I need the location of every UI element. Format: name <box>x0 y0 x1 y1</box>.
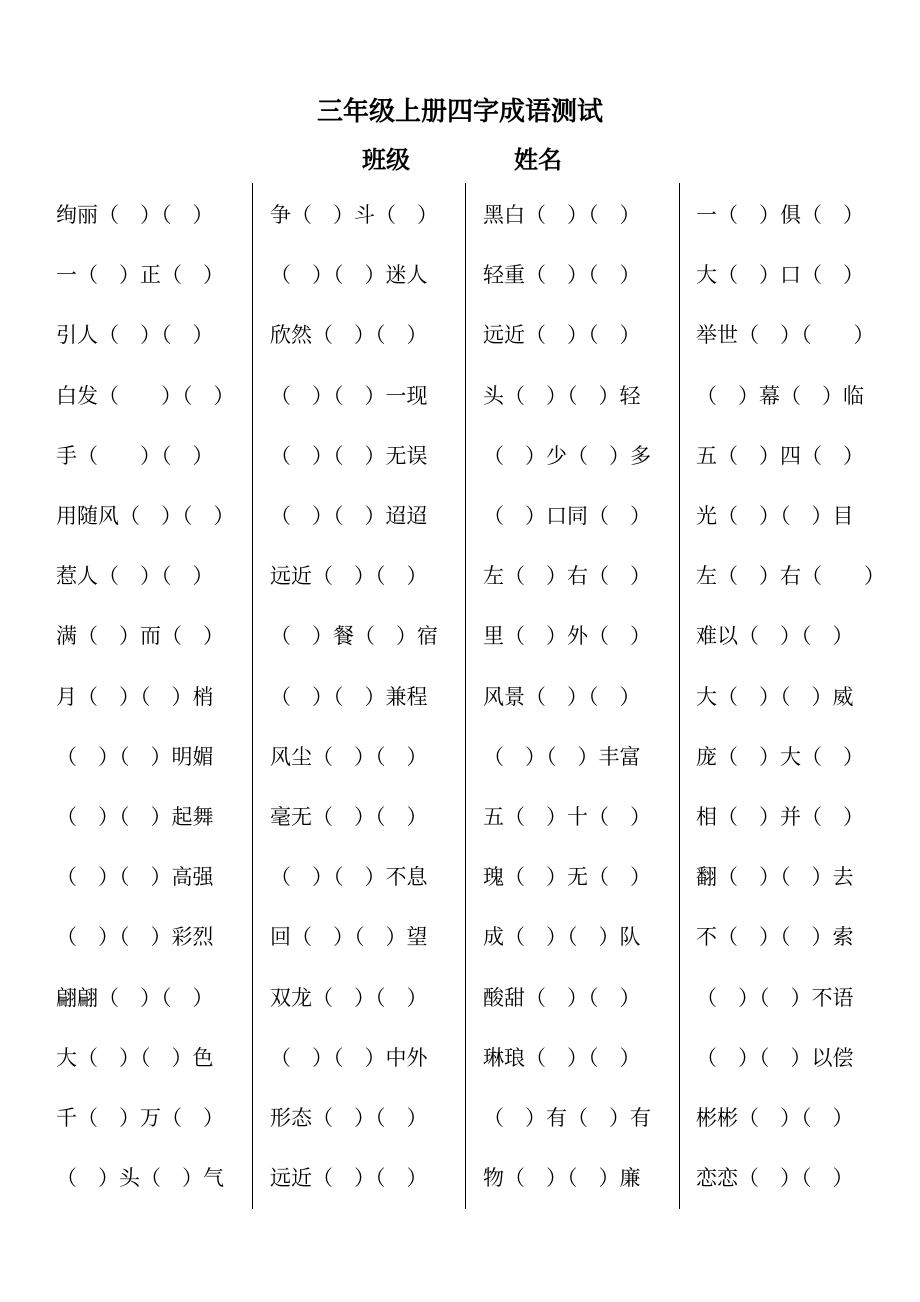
idiom-item: 不（ ）（ ）索 <box>696 925 854 950</box>
idiom-item: 用随风（ ）（ ） <box>56 504 235 528</box>
idiom-item: 翩翩（ ）（ ） <box>56 985 214 1010</box>
idiom-item: 里（ ）外（ ） <box>483 624 651 649</box>
idiom-item: 瑰（ ）无（ ） <box>483 865 651 890</box>
idiom-item: （ ）（ ）不语 <box>696 985 854 1010</box>
page-title: 三年级上册四字成语测试 <box>316 97 603 127</box>
idiom-item: 五（ ）四（ ） <box>696 443 864 468</box>
idiom-item: 远近（ ）（ ） <box>270 1166 428 1191</box>
idiom-column-1 <box>56 183 281 1209</box>
idiom-item: （ ）少（ ）多 <box>483 443 651 468</box>
idiom-item: （ ）餐（ ）宿 <box>270 624 438 649</box>
idiom-item: 头（ ）（ ）轻 <box>483 383 641 408</box>
idiom-item: （ ）口同（ ） <box>483 504 651 528</box>
idiom-item: （ ）（ ）明媚 <box>56 744 214 769</box>
idiom-item: 满（ ）而（ ） <box>56 624 224 649</box>
idiom-item: 轻重（ ）（ ） <box>483 263 641 288</box>
idiom-item: 月（ ）（ ）梢 <box>56 684 214 709</box>
idiom-item: 欣然（ ）（ ） <box>270 323 428 348</box>
idiom-item: （ ）（ ）中外 <box>270 1045 428 1070</box>
idiom-item: （ ）（ ）无误 <box>270 443 428 468</box>
idiom-item: 风尘（ ）（ ） <box>270 744 428 769</box>
idiom-item: 回（ ）（ ）望 <box>270 925 428 950</box>
idiom-item: 琳琅（ ）（ ） <box>483 1045 641 1070</box>
idiom-item: 成（ ）（ ）队 <box>483 925 641 950</box>
idiom-grid <box>0 183 920 1209</box>
idiom-item: （ ）（ ）一现 <box>270 383 428 408</box>
idiom-item: （ ）（ ）迢迢 <box>270 504 428 528</box>
idiom-item: 光（ ）（ ）目 <box>696 504 854 528</box>
idiom-item: 引人（ ）（ ） <box>56 323 214 348</box>
idiom-item: 恋恋（ ）（ ） <box>696 1166 854 1191</box>
idiom-item: 形态（ ）（ ） <box>270 1106 428 1130</box>
idiom-item: 风景（ ）（ ） <box>483 684 641 709</box>
idiom-item: （ ）头（ ）气 <box>56 1166 224 1191</box>
idiom-item: （ ）（ ）不息 <box>270 865 428 890</box>
idiom-item: （ ）幕（ ）临 <box>696 383 864 408</box>
idiom-column-3 <box>483 183 708 1209</box>
idiom-item: 左（ ）右（ ） <box>483 564 651 589</box>
idiom-item: （ ）（ ）迷人 <box>270 263 428 288</box>
idiom-item: （ ）（ ）高强 <box>56 865 214 890</box>
idiom-item: （ ）（ ）丰富 <box>483 744 641 769</box>
idiom-item: 左（ ）右（ ） <box>696 564 885 589</box>
idiom-item: 争（ ）斗（ ） <box>270 203 438 227</box>
idiom-item: （ ）（ ）兼程 <box>270 684 428 709</box>
idiom-item: 手（ ）（ ） <box>56 443 214 468</box>
idiom-item: 白发（ ）（ ） <box>56 383 235 408</box>
idiom-item: 黑白（ ）（ ） <box>483 203 641 227</box>
class-label: 班级 <box>362 146 410 174</box>
idiom-item: （ ）（ ）起舞 <box>56 805 214 829</box>
idiom-item: 双龙（ ）（ ） <box>270 985 428 1010</box>
idiom-column-4 <box>696 183 920 1209</box>
name-label: 姓名 <box>514 146 562 174</box>
idiom-item: 毫无（ ）（ ） <box>270 805 428 829</box>
idiom-item: 五（ ）十（ ） <box>483 805 651 829</box>
idiom-item: 相（ ）并（ ） <box>696 805 864 829</box>
idiom-item: （ ）（ ）彩烈 <box>56 925 214 950</box>
idiom-item: 庞（ ）大（ ） <box>696 744 864 769</box>
idiom-item: 大（ ）（ ）色 <box>56 1045 214 1070</box>
idiom-column-2 <box>270 183 495 1209</box>
idiom-item: 彬彬（ ）（ ） <box>696 1106 854 1130</box>
idiom-item: 大（ ）（ ）威 <box>696 684 854 709</box>
idiom-item: 举世（ ）（ ） <box>696 323 875 348</box>
idiom-item: 酸甜（ ）（ ） <box>483 985 641 1010</box>
idiom-item: 绚丽（ ）（ ） <box>56 203 214 227</box>
idiom-item: 翻（ ）（ ）去 <box>696 865 854 890</box>
idiom-item: 一（ ）俱（ ） <box>696 203 864 227</box>
idiom-item: 远近（ ）（ ） <box>270 564 428 589</box>
idiom-item: 一（ ）正（ ） <box>56 263 224 288</box>
idiom-item: 千（ ）万（ ） <box>56 1106 224 1130</box>
idiom-item: （ ）（ ）以偿 <box>696 1045 854 1070</box>
idiom-item: 惹人（ ）（ ） <box>56 564 214 589</box>
idiom-item: 难以（ ）（ ） <box>696 624 854 649</box>
idiom-item: 远近（ ）（ ） <box>483 323 641 348</box>
idiom-item: 物（ ）（ ）廉 <box>483 1166 641 1191</box>
idiom-item: 大（ ）口（ ） <box>696 263 864 288</box>
idiom-item: （ ）有（ ）有 <box>483 1106 651 1130</box>
